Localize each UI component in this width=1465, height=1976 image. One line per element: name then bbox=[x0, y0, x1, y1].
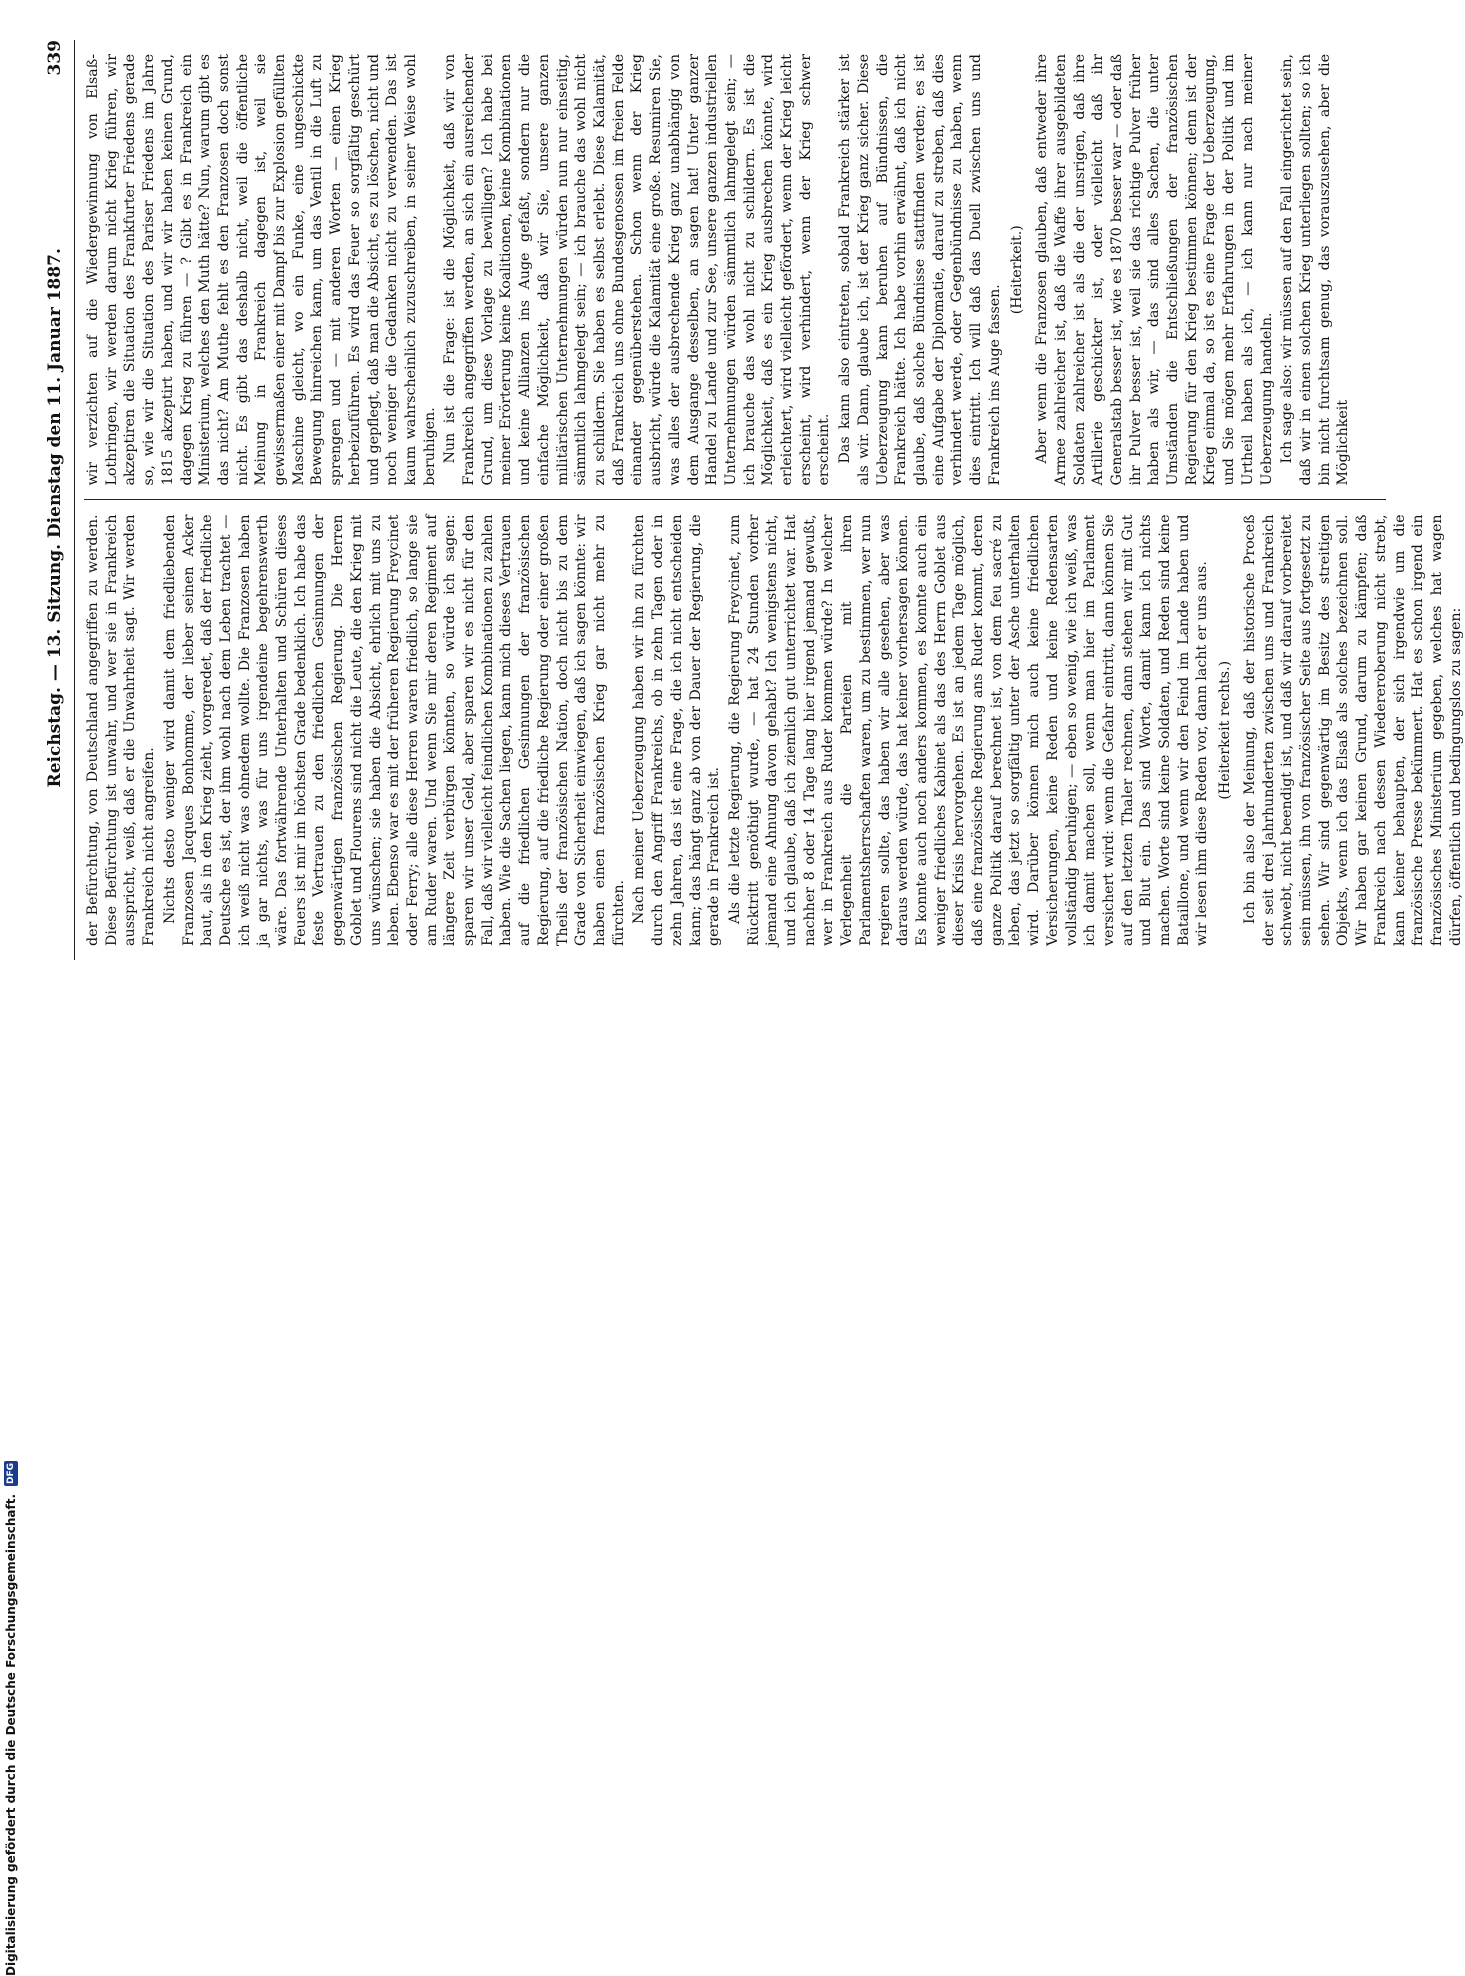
footer-text: Digitalisierung gefördert durch die Deutsche Forschungsgemeinschaft. bbox=[4, 1493, 18, 1976]
column-divider bbox=[84, 500, 1386, 501]
stage-note: (Heiterkeit.) bbox=[1009, 225, 1026, 315]
text-columns bbox=[84, 40, 1464, 960]
rotated-newspaper-page bbox=[36, 20, 1464, 980]
left-column bbox=[84, 501, 1464, 961]
header-rule bbox=[74, 40, 75, 960]
paragraph: Ich sage also: wir müssen auf den Fall eingerichtet sein, daß wir in einen solchen Krieg unterliegen sollten; so ich bin nicht furchtsam genug, das vorauszusehen, aber die Möglichkeit bbox=[1279, 54, 1352, 486]
paragraph: Das kann also eintreten, sobald Frankreich stärker ist als wir. Dann, glaube ich, ist der Krieg ganz sicher. Diese Ueberzeugung kann beruhen auf Bündnissen, die Frankreich hätte. Ich habe vorhin erwähnt, daß ich nicht glaube, daß solche Bündnisse stattfinden werden; es ist eine Aufgabe der Diplomatie, darauf zu streben, daß dies verhindert werde, oder Gegenbündnisse zu haben, wenn dies eintritt. Ich will daß das Duell zwischen uns und Frankreich ins Auge fassen. bbox=[837, 54, 1003, 486]
paragraph: Nun ist die Frage: ist die Möglichkeit, daß wir von Frankreich angegriffen werden, an sich ein ausreichender Grund, um diese Vorlage zu bewilligen? Ich habe bei meiner Erörterung keine Koalitionen, keine Kombinationen und keine Allianzen ins Auge gefaßt, sondern nur die einfache Möglichkeit, daß wir Sie, unsere ganzen militärischen Unternehmungen würden nun nur einseitig, sämmtlich lahmgelegt sein; — ich brauche das wohl nicht zu schildern. Sie haben es selbst erlebt. Diese Kalamität, daß Frankreich uns ohne Bundesgenossen im freien Felde einander gegenüberstehen. Schon wenn der Krieg ausbricht, würde die Kalamität eine große. Resumiren Sie, was alles der ausbrechende Krieg ganz unabhängig von dem Ausgange desselben, an sagen hat! Unter ganzer Handel zu Lande und zur See, unsere ganzen industriellen Unternehmungen würden sämmtlich lahmgelegt sein; — ich brauche das wohl nicht zu schildern. Es ist die Möglichkeit, daß es ein Krieg ausbrechen könnte, wird erleichtert, wird vielleicht gefördert, wenn der Krieg leicht erscheint, wird verhindert, wenn der Krieg schwer erscheint. bbox=[442, 54, 833, 486]
paragraph: Nichts desto weniger wird damit dem friedliebenden Franzosen Jacques Bonhomme, der lieber seinen Acker baut, als in den Krieg zieht, vorgeredet, daß der friedliche Deutsche es ist, der ihm wohl nach dem Leben trachtet — ich weiß nicht was ohnedem wollte. Die Franzosen haben ja gar nichts, was für uns irgendeine begehrenswerth wäre. Das fortwährende Unterhalten und Schüren dieses Feuers ist mir im höchsten Grade bedenklich. Ich habe das feste Vertrauen zu den friedlichen Gesinnungen der gegenwärtigen französischen Regierung. Die Herren Goblet und Flourens sind nicht die Leute, die den Krieg mit uns wünschen; sie haben die Absicht, ehrlich mit uns zu leben. Ebenso war es mit der früheren Regierung Freycinet oder Ferry; alle diese Herren waren friedlich, so lange sie am Ruder waren. Und wenn Sie mir deren Regiment auf längere Zeit verbürgen könnten, so würde ich sagen: sparen wir unser Geld, aber sparen wir es nicht für den Fall, daß wir vielleicht feindlichen Kombinationen zu zahlen haben. Wie die Sachen liegen, kann mich dieses Vertrauen auf die friedlichen Gesinnungen der französischen Regierung, auf die friedliche Regierung oder einer großen Theils der französischen Nation, doch nicht bis zu dem Grade von Sicherheit einwiegen, daß ich sagen könnte: wir haben einen französischen Krieg gar nicht mehr zu fürchten. bbox=[161, 514, 627, 946]
paragraph: Aber wenn die Franzosen glauben, daß entweder ihre Armee zahlreicher ist, daß die Waffe ihrer ausgebildeten Soldaten zahlreicher ist als die der unsrigen, daß ihre Artillerie geschickter ist, oder vielleicht daß ihr Generalstab besser ist, wie es 1870 besser war — oder daß ihr Pulver besser ist, weil sie das richtige Pulver früher haben als wir, — das sind alles Sachen, die unter Umständen die Entschließungen der französischen Regierung für den Krieg bestimmen können; denn ist der Krieg einmal da, so ist es eine Frage der Ueberzeugung, und Sie mögen mehr Erfahrungen in der Politik und im Urtheil haben als ich, — ich kann nur nach meiner Ueberzeugung handeln. bbox=[1034, 54, 1275, 486]
paragraph: Ich bin also der Meinung, daß der historische Proceß der seit drei Jahrhunderten zwischen uns und Frankreich schwebt, nicht beendigt ist, und daß wir darauf vorbereitet sein müssen, ihn von französischer Seite aus fortgesetzt zu sehen. Wir sind gegenwärtig im Besitz des streitigen Objekts, wenn ich das Elsaß als solches bezeichnen soll. Wir haben gar keinen Grund, darum zu kämpfen; daß Frankreich nach dessen Wiedereroberung nicht strebt, kann keiner behaupten, der sich irgendwie um die französische Presse bekümmert. Hat es schon irgend ein französisches Ministerium gegeben, welches hat wagen dürfen, öffentlich und bedingungslos zu sagen: bbox=[1241, 514, 1464, 946]
digitization-footer bbox=[2, 6, 20, 1976]
dfg-logo-icon: DFG bbox=[6, 1462, 16, 1484]
paragraph: Als die letzte Regierung, die Regierung Freycinet, zum Rücktritt genöthigt wurde, — hat 24 Stunden vorher jemand eine Ahnung davon gehabt? Ich wenigstens nicht, und ich glaube, daß ich ziemlich gut unterrichtet war. Hat nachher 8 oder 14 Tage lang hier irgend jemand gewußt, wer in Frankreich aus Ruder kommen würde? In welcher Verlegenheit die Parteien mit ihren Parlamentsherrschaften waren, um zu bestimmen, wer nun regieren sollte, das haben wir alle gesehen, aber was daraus werden würde, das hat keiner vorhersagen können. Es konnte auch noch anders kommen, es konnte auch ein weniger friedliches Kabinet als das des Herrn Goblet aus dieser Krisis hervorgehen. Es ist an jedem Tage möglich, daß eine französische Regierung ans Ruder kommt, deren ganze Politik darauf berechnet ist, von dem feu sacré zu leben, das jetzt so sorgfältig unter der Asche unterhalten wird. Darüber können mich auch keine friedlichen Versicherungen, keine Reden und keine Redensarten vollständig beruhigen; — eben so wenig, wie ich weiß, was ich damit machen soll, wenn man hier im Parlament versichert wird: wenn die Gefahr eintritt, dann können Sie auf den letzten Thaler rechnen, dann stehen wir mit Gut und Blut ein. Das sind Worte, damit kann ich nichts machen. Worte sind keine Soldaten, und Reden sind keine Bataillone, und wenn wir den Feind im Lande haben und wir lesen ihm diese Reden vor, dann lacht er uns aus. bbox=[726, 514, 1211, 946]
page-header bbox=[42, 40, 68, 960]
page-number: 339 bbox=[45, 40, 65, 76]
paragraph: wir verzichten auf die Wiedergewinnung von Elsaß-Lothringen, wir werden darum nicht Krieg führen, wir akzeptiren die Situation des Frankfurter Friedens gerade so, wie wir die Situation des Pariser Friedens im Jahre 1815 akzeptirt haben, und wir wir haben keinen Grund, dagegen Krieg zu führen — ? Gibt es in Frankreich ein Ministerium, welches den Muth hätte? Nun, warum gibt es das nicht? Am Muthe fehlt es den Franzosen doch sonst nicht. Es gibt das deshalb nicht, weil die öffentliche Meinung in Frankreich dagegen ist, weil sie gewissermaßen einer mit Dampf bis zur Explosion gefüllten Maschine gleicht, wo ein Funke, eine ungeschickte Bewegung hinreichen kann, um das Ventil in die Luft zu sprengen und — mit anderen Worten — einen Krieg herbeizuführen. Es wird das Feuer so sorgfältig geschürt und gepflegt, daß man die Absicht, es zu löschen, nicht und noch weniger die Gedanken nicht zu verwenden. Das ist kaum wahrscheinlich zuzuschreiben, in seiner Weise wohl beruhigen. bbox=[85, 54, 438, 486]
paragraph: der Befürchtung, von Deutschland angegriffen zu werden. Diese Befürchtung ist unwahr, und wer sie in Frankreich ausspricht, weiß, daß er die Unwahrheit sagt. Wir werden Frankreich nicht angreifen. bbox=[85, 514, 158, 946]
footer-credit bbox=[2, 976, 20, 1976]
header-title: Reichstag. — 13. Sitzung. Dienstag den 11. Januar 1887. bbox=[45, 248, 65, 788]
paragraph: Nach meiner Ueberzeugung haben wir ihn zu fürchten durch den Angriff Frankreichs, ob in zehn Tagen oder in zehn Jahren, das ist eine Frage, die ich nicht entscheiden kann; das hängt ganz ab von der Dauer der Regierung, die gerade in Frankreich ist. bbox=[631, 514, 723, 946]
right-column bbox=[84, 40, 1386, 500]
stage-note: (Heiterkeit rechts.) bbox=[1217, 660, 1234, 800]
